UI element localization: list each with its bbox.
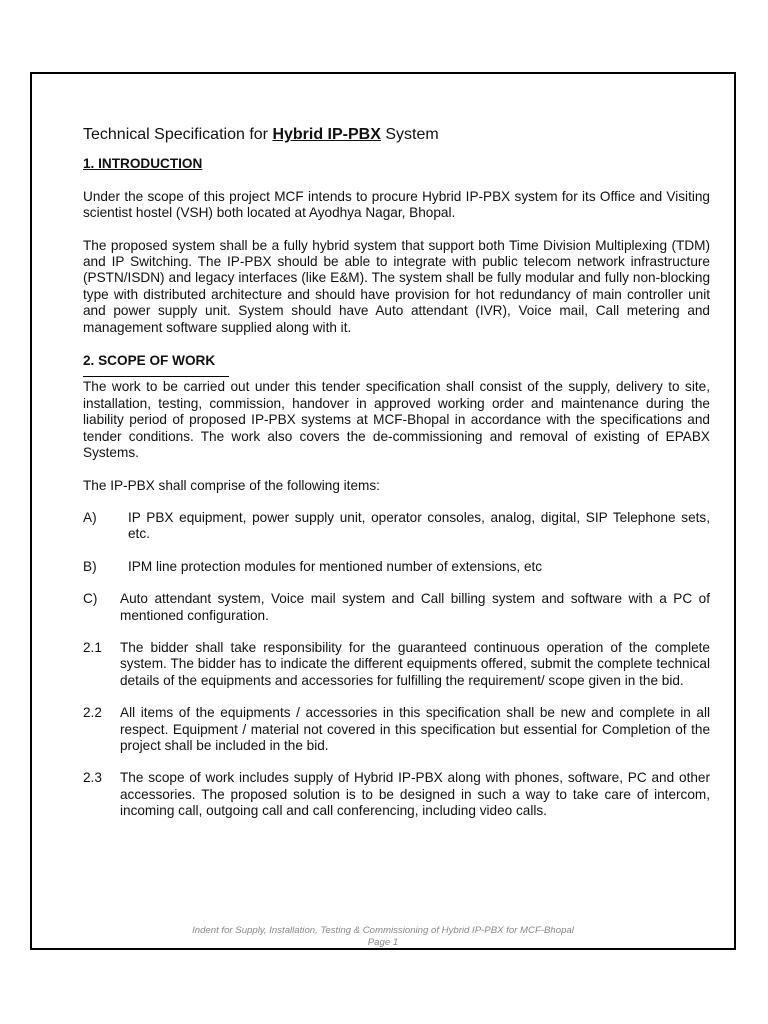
clause-text: All items of the equipments / accessories in this specification shall be new and complete in all respect. Equipment / material not covered in this specification but essential for Completion of the project shall be included in the bid. xyxy=(120,705,710,753)
document-body xyxy=(83,127,710,836)
item-label: C) xyxy=(83,591,98,607)
scope-heading-rule xyxy=(83,369,229,377)
clause-text: The scope of work includes supply of Hybrid IP-PBX along with phones, software, PC and other accessories. The proposed solution is to be designed in such a way to take care of intercom, incoming call, outgoing call and call conferencing, including video calls. xyxy=(120,770,710,819)
clause xyxy=(83,770,710,819)
item-label: B) xyxy=(83,558,97,574)
page-number: Page 1 xyxy=(367,937,399,948)
clause-number: 2.3 xyxy=(83,770,102,786)
item-label: A) xyxy=(83,509,97,525)
item-text: Auto attendant system, Voice mail system and Call billing system and software with a PC of mentioned configuration. xyxy=(120,591,710,623)
clause xyxy=(83,640,710,689)
items-intro: The IP-PBX shall comprise of the following items: xyxy=(83,477,380,493)
clause-text: The bidder shall take responsibility for the guaranteed continuous operation of the complete system. The bidder has to indicate the different equipments offered, submit the complete technical details of the equipments and accessories for fulfilling the requirement/ scope given in the bid. xyxy=(120,639,710,688)
document-title xyxy=(83,127,710,143)
list-item xyxy=(83,559,710,575)
list-item xyxy=(83,591,710,624)
page-footer xyxy=(30,925,736,949)
introduction-paragraph-2: The proposed system shall be a fully hybrid system that support both Time Division Multiplexing (TDM) and IP Switching. The IP-PBX should be able to integrate with public telecom network infrastructure (PSTN/ISDN) and legacy interfaces (like E&M). The system shall be fully modular and fully non-blocking type with distributed architecture and should have provision for hot redundancy of main controller unit and power supply unit. System should have Auto attendant (IVR), Voice mail, Call metering and management software supplied along with it. xyxy=(83,237,710,335)
scope-paragraph: The work to be carried out under this tender specification shall consist of the supply, delivery to site, installation, testing, commission, handover in approved working order and maintenance during the liability period of proposed IP-PBX systems at MCF-Bhopal in accordance with the specifications and tender conditions. The work also covers the de-commissioning and removal of existing of EPABX Systems. xyxy=(83,379,710,461)
introduction-paragraph-1: Under the scope of this project MCF intends to procure Hybrid IP-PBX system for its Office and Visiting scientist hostel (VSH) both located at Ayodhya Nagar, Bhopal. xyxy=(83,188,710,221)
title-emphasis: Hybrid IP-PBX xyxy=(272,126,381,143)
introduction-heading: 1. INTRODUCTION xyxy=(83,156,203,172)
scope-heading: 2. SCOPE OF WORK xyxy=(83,353,216,369)
title-suffix: System xyxy=(380,126,439,143)
item-text: IP PBX equipment, power supply unit, operator consoles, analog, digital, SIP Telephone sets, etc. xyxy=(128,509,710,542)
clause-number: 2.2 xyxy=(83,705,102,721)
item-text: IPM line protection modules for mentioned number of extensions, etc xyxy=(128,558,543,574)
title-prefix: Technical Specification for xyxy=(83,126,273,143)
clause-number: 2.1 xyxy=(83,639,102,655)
clause xyxy=(83,705,710,754)
footer-title: Indent for Supply, Installation, Testing & Commissioning of Hybrid IP-PBX for MCF-Bhopal xyxy=(192,925,574,936)
list-item xyxy=(83,510,710,543)
